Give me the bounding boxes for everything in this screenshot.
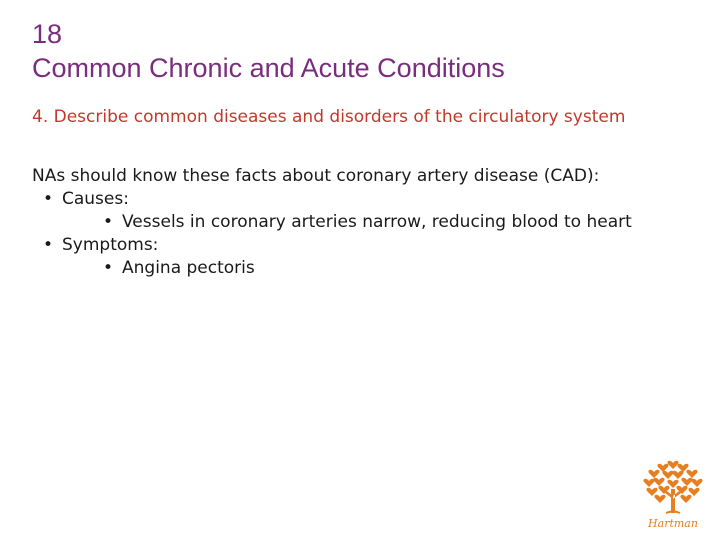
- learning-objective: 4. Describe common diseases and disorders of the circulatory system: [32, 107, 626, 127]
- chapter-title: Common Chronic and Acute Conditions: [32, 53, 505, 83]
- causes-label: Causes:: [62, 189, 129, 209]
- bullet-icon: •: [43, 189, 54, 209]
- bullet-symptoms-detail: [32, 257, 692, 280]
- causes-detail: Vessels in coronary arteries narrow, reducing blood to heart: [122, 212, 632, 232]
- logo-wordmark: Hartman: [648, 517, 698, 530]
- bullet-icon: •: [103, 212, 114, 232]
- bullet-icon: •: [43, 235, 54, 255]
- chapter-heading: [32, 17, 505, 85]
- content-body: [32, 165, 692, 280]
- bullet-causes: [32, 188, 692, 211]
- bullet-causes-detail: [32, 211, 692, 234]
- intro-paragraph: NAs should know these facts about coronary artery disease (CAD):: [32, 166, 600, 186]
- symptoms-detail: Angina pectoris: [122, 258, 255, 278]
- symptoms-label: Symptoms:: [62, 235, 159, 255]
- bullet-symptoms: [32, 234, 692, 257]
- bullet-icon: •: [103, 258, 114, 278]
- chapter-number: 18: [32, 19, 63, 49]
